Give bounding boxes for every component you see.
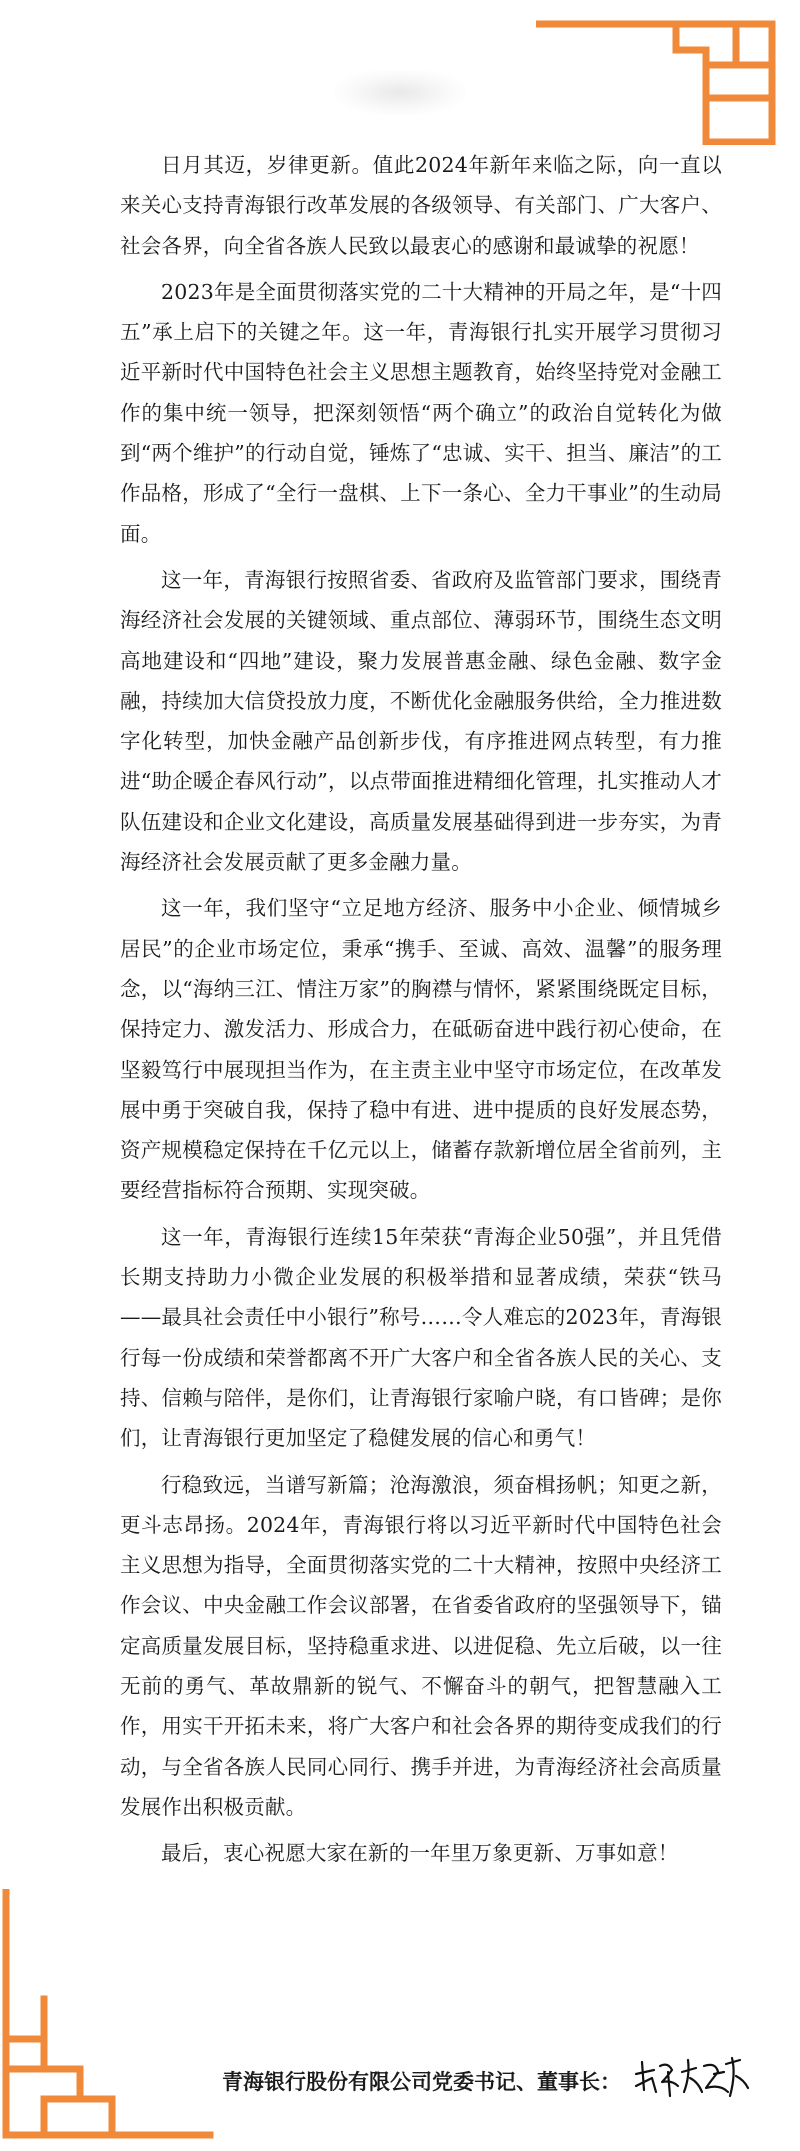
corner-ornament-top-right-icon [536, 20, 776, 145]
paragraph-positioning: 这一年，我们坚守“立足地方经济、服务中小企业、倾情城乡居民”的企业市场定位，秉承“携手、至诚、高效、温馨”的服务理念，以“海纳三江、情注万家”的胸襟与情怀，紧紧围绕既定目标，保持定力、激发活力、形成合力，在砥砺奋进中践行初心使命，在坚毅笃行中展现担当作为，在主责主业中坚守市场定位，在改革发展中勇于突破自我，保持了稳中有进、进中提质的良好发展态势，资产规模稳定保持在千亿元以上，储蓄存款新增位居全省前列，主要经营指标符合预期、实现突破。 [120, 896, 722, 1203]
paragraph-services: 这一年，青海银行按照省委、省政府及监管部门要求，围绕青海经济社会发展的关键领域、重点部位、薄弱环节，围绕生态文明高地建设和“四地”建设，聚力发展普惠金融、绿色金融、数字金融，持续加大信贷投放力度，不断优化金融服务供给，全力推进数字化转型，加快金融产品创新步伐，有序推进网点转型，有力推进“助企暖企春风行动”，以点带面推进精细化管理，扎实推动人才队伍建设和企业文化建设，高质量发展基础得到进一步夯实，为青海经济社会发展贡献了更多金融力量。 [120, 567, 722, 875]
paragraph-closing: 最后，衷心祝愿大家在新的一年里万象更新、万事如意！ [161, 1841, 679, 1866]
letter-body [120, 145, 722, 1879]
signature-title: 青海银行股份有限公司党委书记、董事长： [222, 2069, 621, 2094]
paragraph-greeting: 日月其迈，岁律更新。值此2024年新年来临之际，向一直以来关心支持青海银行改革发展的各级领导、有关部门、广大客户、社会各界，向全省各族人民致以最衷心的感谢和最诚挚的祝愿！ [120, 153, 722, 258]
paragraph-2024-outlook: 行稳致远，当谱写新篇；沧海激浪，须奋楫扬帆；知更之新，更斗志昂扬。2024年，青海银行将以习近平新时代中国特色社会主义思想为指导，全面贯彻落实党的二十大精神，按照中央经济工作会议、中央金融工作会议部署，在省委省政府的坚强领导下，锚定高质量发展目标，坚持稳重求进、以进促稳、先立后破，以一往无前的勇气、革故鼎新的锐气、不懈奋斗的朝气，把智慧融入工作，用实干开拓未来，将广大客户和社会各界的期待变成我们的行动，与全省各族人民同心同行、携手并进，为青海经济社会高质量发展作出积极贡献。 [120, 1472, 722, 1819]
handwritten-signature-icon [632, 2052, 752, 2102]
paragraph-2023-overview: 2023年是全面贯彻落实党的二十大精神的开局之年，是“十四五”承上启下的关键之年。这一年，青海银行扎实开展学习贯彻习近平新时代中国特色社会主义思想主题教育，始终坚持党对金融工作的集中统一领导，把深刻领悟“两个确立”的政治自觉转化为做到“两个维护”的行动自觉，锤炼了“忠诚、实干、担当、廉洁”的工作品格，形成了“全行一盘棋、上下一条心、全力干事业”的生动局面。 [120, 279, 722, 546]
paragraph-honors: 这一年，青海银行连续15年荣获“青海企业50强”，并且凭借长期支持助力小微企业发展的积极举措和显著成绩，荣获“铁马——最具社会责任中小银行”称号……令人难忘的2023年，青海银行每一份成绩和荣誉都离不开广大客户和全省各族人民的关心、支持、信赖与陪伴，是你们，让青海银行家喻户晓，有口皆碑；是你们，让青海银行更加坚定了稳健发展的信心和勇气！ [120, 1224, 722, 1451]
corner-ornament-bottom-left-icon [2, 1889, 214, 2139]
top-stamp-blur [335, 70, 465, 115]
